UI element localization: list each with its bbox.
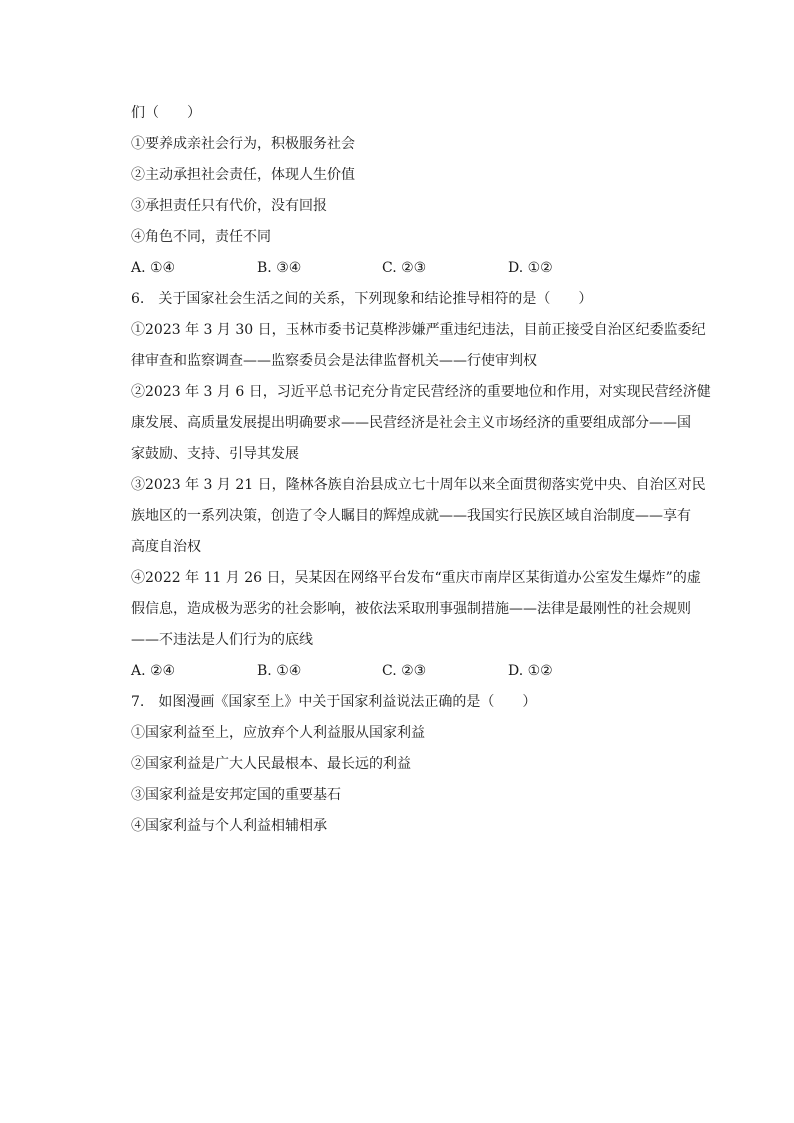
question-7-item-1: ①国家利益至上，应放弃个人利益服从国家利益 bbox=[131, 725, 425, 741]
question-7-stem: 7. 如图漫画《国家至上》中关于国家利益说法正确的是（ ） bbox=[131, 694, 537, 710]
question-5-item-2: ②主动承担社会责任，体现人生价值 bbox=[131, 167, 355, 183]
question-6-option-a: A. ②④ bbox=[131, 663, 176, 679]
question-5-item-1: ①要养成亲社会行为，积极服务社会 bbox=[131, 136, 355, 152]
question-6-item-2-line-3: 家鼓励、支持、引导其发展 bbox=[131, 446, 299, 462]
question-6-item-4-line-2: 假信息，造成极为恶劣的社会影响，被依法采取刑事强制措施——法律是最刚性的社会规则 bbox=[131, 601, 691, 617]
question-6-item-3-line-3: 高度自治权 bbox=[131, 539, 201, 555]
question-6-item-2-line-2: 康发展、高质量发展提出明确要求——民营经济是社会主义市场经济的重要组成部分——国 bbox=[131, 415, 691, 431]
question-6-item-2-line-1: ②2023 年 3 月 6 日，习近平总书记充分肯定民营经济的重要地位和作用，对实现民营经济健 bbox=[131, 384, 711, 400]
question-6-item-3-line-1: ③2023 年 3 月 21 日，隆林各族自治县成立七十周年以来全面贯彻落实党中央、自治区对民 bbox=[131, 477, 706, 493]
question-6-item-1-line-2: 律审查和监察调查——监察委员会是法律监督机关——行使审判权 bbox=[131, 353, 537, 369]
question-7-item-4: ④国家利益与个人利益相辅相承 bbox=[131, 818, 327, 834]
question-5-option-d: D. ①② bbox=[508, 260, 553, 276]
question-6-option-d: D. ①② bbox=[508, 663, 553, 679]
question-5-continuation: 们（ ） bbox=[131, 105, 201, 121]
question-6-option-b: B. ①④ bbox=[257, 663, 302, 679]
question-7-item-3: ③国家利益是安邦定国的重要基石 bbox=[131, 787, 341, 803]
question-6-item-3-line-2: 族地区的一系列决策，创造了令人瞩目的辉煌成就——我国实行民族区域自治制度——享有 bbox=[131, 508, 691, 524]
question-5-options bbox=[131, 258, 691, 278]
question-5-item-4: ④角色不同，责任不同 bbox=[131, 229, 271, 245]
question-6-option-c: C. ②③ bbox=[382, 663, 427, 679]
question-6-item-1-line-1: ①2023 年 3 月 30 日，玉林市委书记莫桦涉嫌严重违纪违法，目前正接受自治区纪委监委纪 bbox=[131, 322, 706, 338]
question-7-item-2: ②国家利益是广大人民最根本、最长远的利益 bbox=[131, 756, 411, 772]
question-5-option-a: A. ①④ bbox=[131, 260, 176, 276]
question-5-option-b: B. ③④ bbox=[257, 260, 302, 276]
question-6-options bbox=[131, 661, 691, 681]
question-6-item-4-line-3: ——不违法是人们行为的底线 bbox=[131, 632, 313, 648]
question-5-option-c: C. ②③ bbox=[382, 260, 427, 276]
question-5-item-3: ③承担责任只有代价，没有回报 bbox=[131, 198, 327, 214]
question-6-stem: 6. 关于国家社会生活之间的关系，下列现象和结论推导相符的是（ ） bbox=[131, 291, 593, 307]
question-6-item-4-line-1: ④2022 年 11 月 26 日，吴某因在网络平台发布“重庆市南岸区某街道办公室发生爆炸”的虚 bbox=[131, 570, 701, 586]
